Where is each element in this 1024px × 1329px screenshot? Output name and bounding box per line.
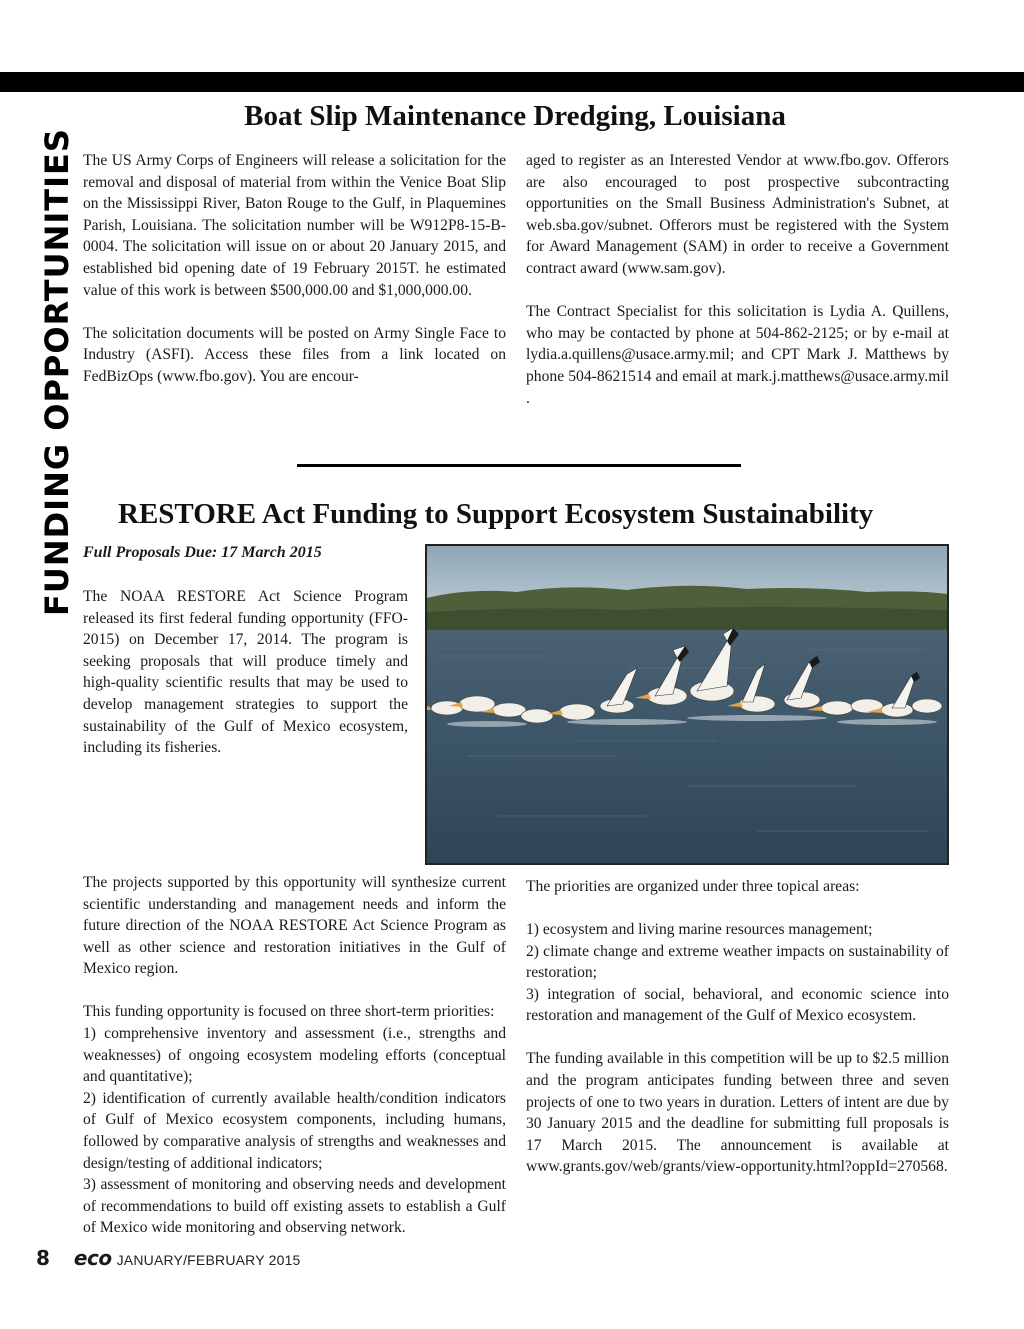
article2-subhead: Full Proposals Due: 17 March 2015 [83,544,322,561]
article2-paragraph: The funding available in this competition will be up to $2.5 million and the program anticipates funding between three and seven projects of one to two years in duration. Letters of intent are due by 30 January 2015 and the deadline for submitting full proposals is 17 March 2015. The announcement is available at www.grants.gov/web/grants/view-opportunity.html?oppId=270568. [526,1050,949,1176]
article1-paragraph: aged to register as an Interested Vendor at www.fbo.gov. Offerors are also encouraged to post prospective subcontracting opportunities on the Small Business Administration's Subnet, at web.sba.gov/subnet. Offerors must be registered with the System for Award Management (SAM) in order to receive a Government contract award (www.sam.gov). [526,152,949,277]
article1-title: Boat Slip Maintenance Dredging, Louisiana [244,100,786,132]
magazine-logo: eco [73,1246,112,1270]
page-number: 8 [36,1246,50,1270]
article2-paragraph: The NOAA RESTORE Act Science Program released its first federal funding opportunity (FFO-2015) on December 17, 2014. The program is seeking proposals that will produce timely and high-quality scientific results that may be used to develop management strategies to support the sustainability of the Gulf of Mexico ecosystem, including its fisheries. [83,588,408,757]
issue-date: JANUARY/FEBRUARY 2015 [116,1252,301,1268]
section-divider [297,464,741,467]
article2-paragraph: The priorities are organized under three topical areas: [526,878,860,895]
article1-paragraph: The solicitation documents will be posted on Army Single Face to Industry (ASFI). Access these files from a link located on FedBizOps (www.fbo.gov). You are encour- [83,324,506,385]
article2-column-left [83,872,506,1239]
article2-title: RESTORE Act Funding to Support Ecosystem Sustainability [118,498,874,530]
article2-list-item: 3) integration of social, behavioral, and economic science into restoration and management of the Gulf of Mexico ecosystem. [526,985,949,1025]
article2-column-right [526,876,949,1178]
article2-list-item: 2) identification of currently available health/condition indicators of Gulf of Mexico ecosystem components, including humans, followed by comparative analysis of strengths and weaknesses and design/testing of additional indicators; [83,1089,506,1172]
article2-list-item: 1) comprehensive inventory and assessment (i.e., strengths and weaknesses) of ongoing ecosystem modeling efforts (conceptual and quantitative); [83,1024,506,1086]
article2-paragraph: This funding opportunity is focused on three short-term priorities: [83,1003,495,1021]
article1-column-right [526,150,949,409]
article2-list-item: 1) ecosystem and living marine resources management; [526,920,873,938]
pelicans-photo [425,544,949,865]
article2-list-item: 2) climate change and extreme weather impacts on sustainability of restoration; [526,942,949,982]
pelicans-illustration [427,546,947,863]
page-footer [36,1246,301,1276]
article2-column-narrow [83,586,408,759]
section-label: FUNDING OPPORTUNITIES [38,128,76,616]
header-bar [0,72,1024,92]
article1-paragraph: The Contract Specialist for this solicitation is Lydia A. Quillens, who may be contacted by phone at 504-862-2125; or by e-mail at lydia.a.quillens@usace.army.mil; and CPT Mark J. Matthews by phone 504-8621514 and email at mark.j.matthews@usace.army.mil . [526,303,949,407]
article1-paragraph: The US Army Corps of Engineers will release a solicitation for the removal and disposal of material from within the Venice Boat Slip on the Mississippi River, Baton Rouge to the Gulf, in Plaquemines Parish, Louisiana. The solicitation number will be W912P8-15-B-0004. The solicitation will issue on or about 20 January 2015, and established bid opening date of 19 February 2015T. he estimated value of this work is between $500,000.00 and $1,000,000.00. [83,152,506,299]
article2-paragraph: The projects supported by this opportunity will synthesize current scientific understanding and management needs and inform the future direction of the NOAA RESTORE Act Science Program as well as other science and restoration initiatives in the Gulf of Mexico region. [83,874,506,978]
article1-column-left [83,150,506,388]
article2-list-item: 3) assessment of monitoring and observing needs and development of recommendations to build off existing assets to establish a Gulf of Mexico wide monitoring and observing network. [83,1176,506,1237]
